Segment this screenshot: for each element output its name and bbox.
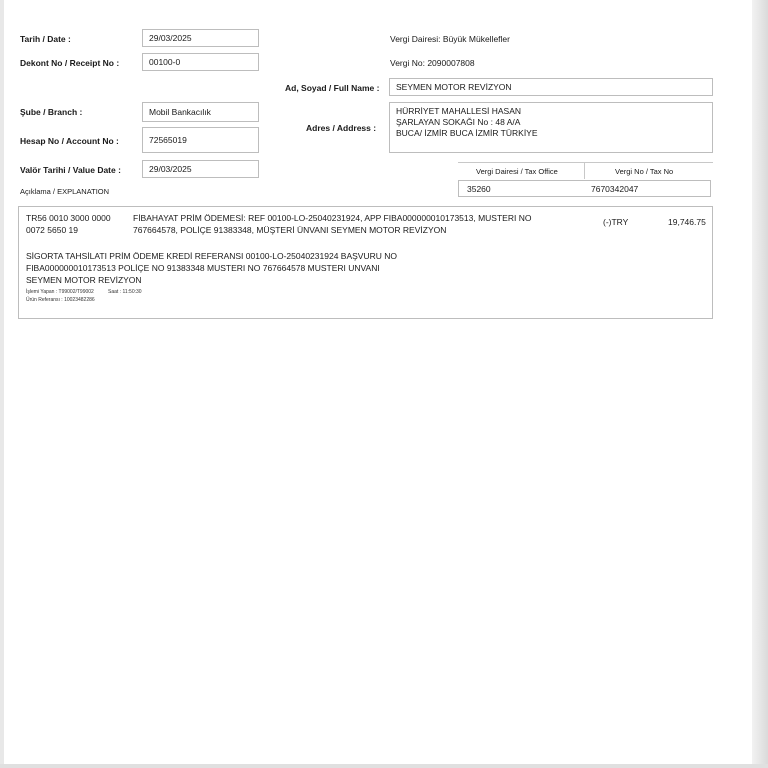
time-label: Saat : 11:50:30: [108, 289, 142, 295]
receipt-value: 00100-0: [149, 57, 181, 67]
tax-office-header: Vergi Dairesi / Tax Office: [476, 167, 558, 176]
account-field: [142, 127, 259, 153]
tax-no-value: 7670342047: [591, 183, 639, 194]
account-label: Hesap No / Account No :: [20, 136, 119, 146]
receipt-label: Dekont No / Receipt No :: [20, 58, 120, 68]
direction-currency: (-)TRY: [603, 217, 629, 227]
value-date-value: 29/03/2025: [149, 164, 192, 174]
description-line-2: 767664578, POLİÇE 91383348, MÜŞTERİ ÜNVANI SEYMEN MOTOR REVİZYON: [133, 225, 447, 235]
tax-no-header: Vergi No / Tax No: [615, 167, 674, 176]
address-line-2: ŞARLAYAN SOKAĞI No : 48 A/A: [396, 117, 521, 127]
note-line-3: SEYMEN MOTOR REVİZYON: [26, 275, 142, 285]
date-field: [142, 29, 259, 47]
iban-line-1: TR56 0010 3000 0000: [26, 213, 111, 223]
iban: [26, 212, 111, 236]
iban-line-2: 0072 5650 19: [26, 225, 78, 235]
full-name-value: SEYMEN MOTOR REVİZYON: [396, 82, 512, 92]
value-date-field: [142, 160, 259, 178]
tax-office-value: 35260: [467, 183, 491, 194]
description-line-1: FİBAHAYAT PRİM ÖDEMESİ: REF 00100-LO-25040231924, APP FIBA000000010173513, MUSTERI NO: [133, 213, 532, 223]
receipt-field: [142, 53, 259, 71]
branch-value: Mobil Bankacılık: [149, 107, 211, 117]
address-field: [389, 102, 713, 153]
branch-label: Şube / Branch :: [20, 107, 83, 117]
transaction-box: [18, 206, 713, 319]
amount: 19,746.75: [668, 217, 706, 227]
product-ref-label: Ürün Referansı : 10023482286: [26, 297, 95, 303]
address-label: Adres / Address :: [306, 123, 377, 133]
address-line-1: HÜRRİYET MAHALLESİ HASAN: [396, 106, 522, 116]
date-label: Tarih / Date :: [20, 34, 71, 44]
explanation-label: Açıklama / EXPLANATION: [20, 187, 110, 196]
page-left-edge: [0, 0, 4, 768]
issuer-tax-no: Vergi No: 2090007808: [390, 58, 475, 68]
page-right-edge: [752, 0, 768, 768]
value-date-label: Valör Tarihi / Value Date :: [20, 165, 121, 175]
address-line-3: BUCA/ İZMİR BUCA İZMİR TÜRKİYE: [396, 128, 538, 138]
page-bottom-edge: [0, 764, 768, 768]
branch-field: [142, 102, 259, 122]
account-value: 72565019: [149, 135, 187, 145]
tax-table-top-border: [458, 162, 713, 163]
issuer-tax-office: Vergi Dairesi: Büyük Mükellefler: [390, 34, 510, 44]
full-name-field: [389, 78, 713, 96]
operator-label: İşlemi Yapan : T99002/T99002: [26, 289, 94, 295]
transaction-description: [133, 212, 531, 236]
full-name-label: Ad, Soyad / Full Name :: [285, 83, 380, 93]
transaction-note: [26, 250, 397, 286]
tax-table-divider: [584, 162, 585, 179]
note-line-2: FIBA000000010173513 POLİÇE NO 91383348 MUSTERI NO 767664578 MUSTERI UNVANI: [26, 263, 380, 273]
date-value: 29/03/2025: [149, 33, 192, 43]
note-line-1: SİGORTA TAHSİLATI PRİM ÖDEME KREDİ REFERANSI 00100-LO-25040231924 BAŞVURU NO: [26, 251, 397, 261]
tax-values-field: [458, 180, 711, 197]
